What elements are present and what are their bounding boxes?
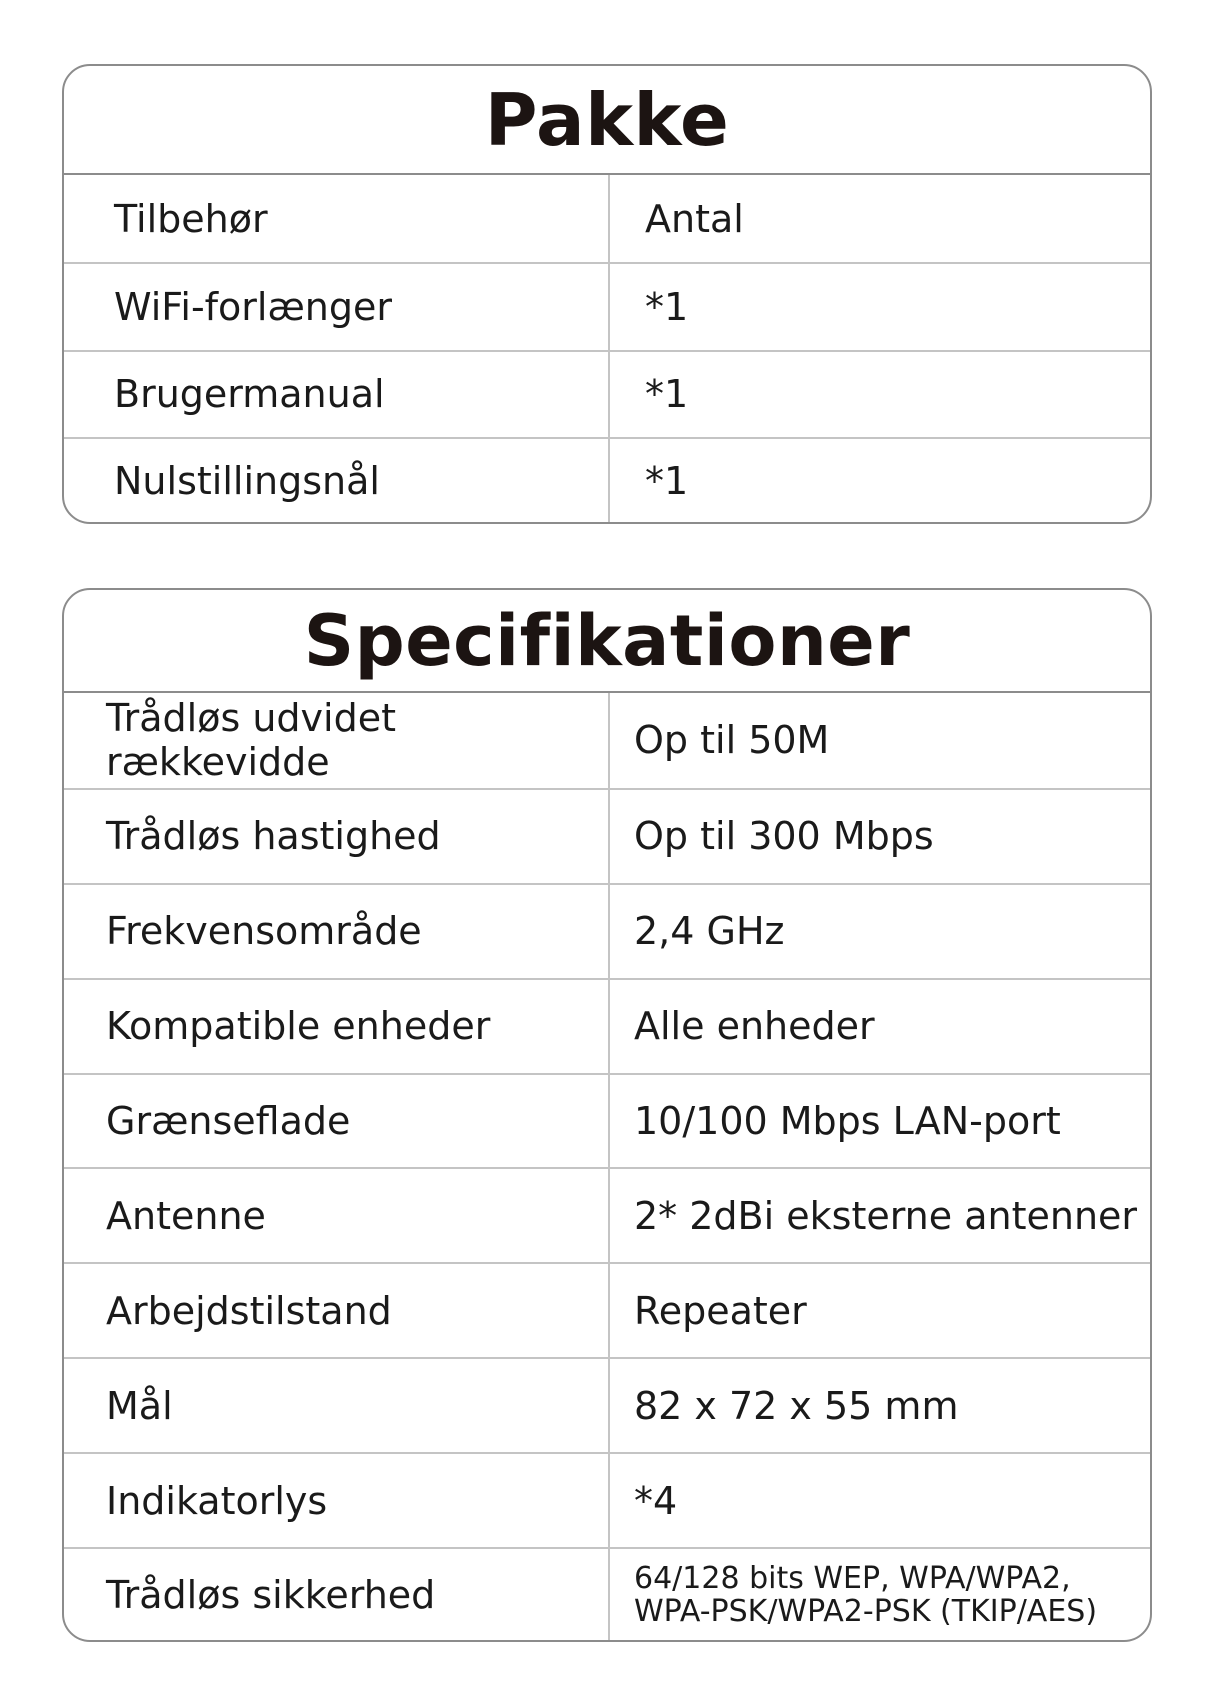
spec-value: Repeater <box>634 1288 807 1333</box>
spec-label: Indikatorlys <box>64 1454 610 1547</box>
spec-value: Op til 300 Mbps <box>634 814 934 859</box>
spec-value: 2* 2dBi eksterne antenner <box>634 1193 1138 1238</box>
package-table <box>62 64 1152 524</box>
quantity-cell: *1 <box>645 284 689 329</box>
accessory-cell: Brugermanual <box>64 352 610 437</box>
table-row <box>64 175 1150 262</box>
quantity-cell: *1 <box>645 372 689 417</box>
quantity-cell: Antal <box>645 196 744 241</box>
specifications-table <box>62 588 1152 1642</box>
accessory-cell: Tilbehør <box>64 175 610 262</box>
spec-label: Mål <box>64 1359 610 1452</box>
table-row <box>64 693 1150 788</box>
spec-label: Frekvensområde <box>64 885 610 978</box>
table-row <box>64 1357 1150 1452</box>
quantity-cell: *1 <box>645 459 689 504</box>
accessory-cell: WiFi-forlænger <box>64 264 610 349</box>
accessory-cell: Nulstillingsnål <box>64 439 610 524</box>
spec-label: Trådløs sikkerhed <box>64 1549 610 1642</box>
spec-value: *4 <box>634 1478 678 1523</box>
table-row <box>64 788 1150 883</box>
table-row <box>64 978 1150 1073</box>
table-row <box>64 1452 1150 1547</box>
spec-label: Arbejdstilstand <box>64 1264 610 1357</box>
table-row <box>64 437 1150 524</box>
spec-value: 10/100 Mbps LAN-port <box>634 1099 1061 1143</box>
spec-value: 82 x 72 x 55 mm <box>634 1383 959 1428</box>
specifications-title: Specifikationer <box>64 590 1150 693</box>
table-row <box>64 1547 1150 1642</box>
table-row <box>64 350 1150 437</box>
spec-label: Grænseflade <box>64 1075 610 1168</box>
table-row <box>64 262 1150 349</box>
table-row <box>64 883 1150 978</box>
package-title: Pakke <box>64 66 1150 175</box>
table-row <box>64 1073 1150 1168</box>
spec-value: 64/128 bits WEP, WPA/WPA2, WPA-PSK/WPA2-PSK (TKIP/AES) <box>634 1561 1098 1630</box>
spec-value: Op til 50M <box>634 718 830 763</box>
spec-label: Kompatible enheder <box>64 980 610 1073</box>
spec-label: Trådløs hastighed <box>64 790 610 883</box>
table-row <box>64 1167 1150 1262</box>
spec-label: Antenne <box>64 1169 610 1262</box>
spec-value: Alle enheder <box>634 1004 875 1049</box>
spec-value: 2,4 GHz <box>634 909 785 954</box>
spec-label: Trådløs udvidet rækkevidde <box>64 693 610 788</box>
table-row <box>64 1262 1150 1357</box>
